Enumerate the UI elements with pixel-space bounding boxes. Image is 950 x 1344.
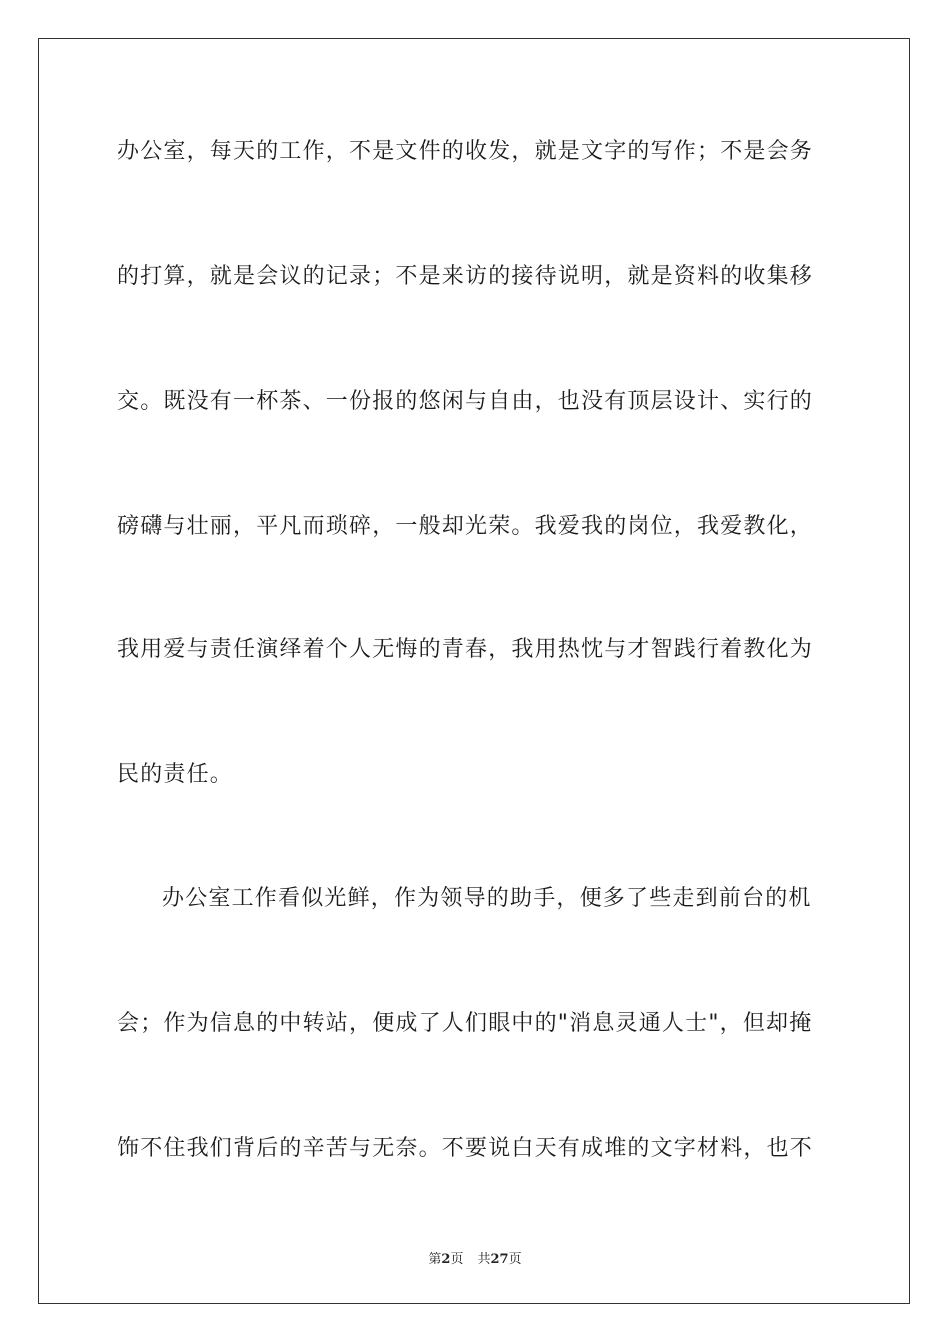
body-text-line: 办公室工作看似光鲜，作为领导的助手，便多了些走到前台的机 — [162, 886, 812, 911]
page-footer — [0, 1248, 950, 1267]
total-unit: 页 — [508, 1252, 522, 1267]
page-border — [38, 38, 910, 1304]
page-unit: 页 — [450, 1252, 464, 1267]
body-text-line: 交。既没有一杯茶、一份报的悠闲与自由，也没有顶层设计、实行的 — [117, 389, 814, 414]
body-text-line: 民的责任。 — [117, 762, 234, 787]
total-prefix: 共 — [477, 1252, 491, 1267]
body-text-line: 办公室，每天的工作，不是文件的收发，就是文字的写作；不是会务 — [117, 139, 814, 164]
body-text-line: 会；作为信息的中转站，便成了人们眼中的"消息灵通人士"，但却掩 — [117, 1011, 813, 1036]
page-prefix: 第 — [428, 1252, 442, 1267]
body-text-line: 磅礴与壮丽，平凡而琐碎，一般却光荣。我爱我的岗位，我爱教化， — [117, 514, 814, 539]
page-number: 2 — [441, 1252, 451, 1267]
total-pages: 27 — [490, 1252, 509, 1267]
body-text-line: 的打算，就是会议的记录；不是来访的接待说明，就是资料的收集移 — [117, 264, 814, 289]
body-text-line: 我用爱与责任演绎着个人无悔的青春，我用热忱与才智践行着教化为 — [117, 637, 814, 662]
body-text-line: 饰不住我们背后的辛苦与无奈。不要说白天有成堆的文字材料，也不 — [117, 1136, 814, 1161]
